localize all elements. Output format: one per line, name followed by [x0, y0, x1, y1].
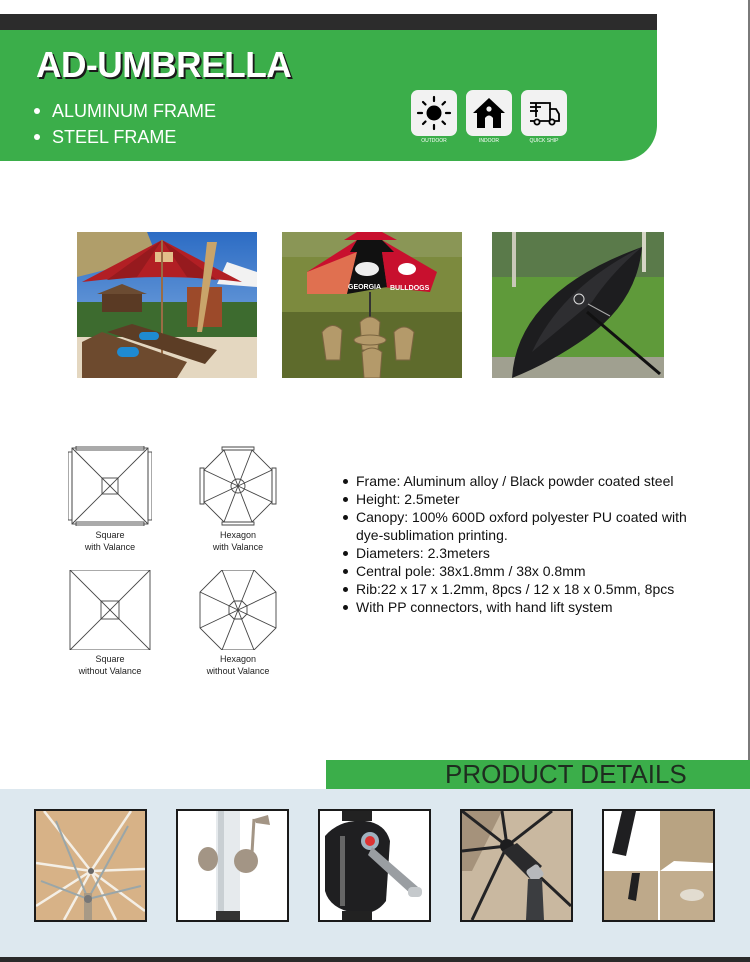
product-details-heading-bar — [326, 760, 750, 789]
bullet-icon — [34, 134, 40, 140]
page-title: AD-UMBRELLA — [36, 44, 292, 85]
diagram-square-without-valance — [50, 570, 170, 677]
rib-tip-waterproof-thumb — [602, 809, 715, 922]
truck-icon — [521, 90, 567, 136]
svg-text:GEORGIA: GEORGIA — [348, 284, 382, 291]
spec-item: With PP connectors, with hand lift system — [343, 598, 713, 616]
bullet-icon — [34, 108, 40, 114]
diagram-caption: Square without Valance — [78, 654, 142, 676]
diagram-hexagon-with-valance — [178, 446, 298, 553]
spec-item: Diameters: 2.3meters — [343, 544, 713, 562]
diagram-caption: Square with Valance — [84, 530, 136, 552]
svg-text:BULLDOGS: BULLDOGS — [390, 285, 430, 292]
rib-hub-joint-thumb — [460, 809, 573, 922]
feature-badges — [411, 90, 567, 144]
badge-indoor: INDOOR — [466, 90, 512, 144]
badge-outdoor: OUTDOOR — [411, 90, 457, 144]
hand-lift-crank-thumb — [318, 809, 431, 922]
spec-item: Canopy: 100% 600D oxford polyester PU coated with dye-sublimation printing. — [343, 508, 713, 544]
black-golf-umbrella-photo — [492, 232, 664, 378]
header-top-bar — [0, 14, 657, 30]
canopy-ribs-thumb — [34, 809, 147, 922]
beach-red-umbrella-photo — [77, 232, 257, 378]
product-details-title: PRODUCT DETAILS — [445, 759, 687, 789]
diagram-hexagon-without-valance — [178, 570, 298, 677]
diagram-square-with-valance — [50, 446, 170, 553]
diagram-caption: Hexagon without Valance — [206, 654, 270, 676]
crank-handle-pole-thumb — [176, 809, 289, 922]
spec-item: Height: 2.5meter — [343, 490, 713, 508]
header-banner — [0, 30, 657, 161]
page-bottom-rule — [0, 957, 750, 962]
spec-item: Rib:22 x 17 x 1.2mm, 8pcs / 12 x 18 x 0.5mm, 8pcs — [343, 580, 713, 598]
badge-quick-ship: QUICK SHIP — [521, 90, 567, 144]
spec-list — [343, 472, 713, 616]
frame-option: ALUMINUM FRAME — [34, 98, 216, 124]
diagram-caption: Hexagon with Valance — [212, 530, 264, 552]
georgia-bulldogs-umbrella-photo — [282, 232, 462, 378]
frame-options-list — [34, 98, 216, 150]
spec-item: Frame: Aluminum alloy / Black powder coated steel — [343, 472, 713, 490]
spec-item: Central pole: 38x1.8mm / 38x 0.8mm — [343, 562, 713, 580]
sun-icon — [411, 90, 457, 136]
house-icon — [466, 90, 512, 136]
frame-option: STEEL FRAME — [34, 124, 216, 150]
